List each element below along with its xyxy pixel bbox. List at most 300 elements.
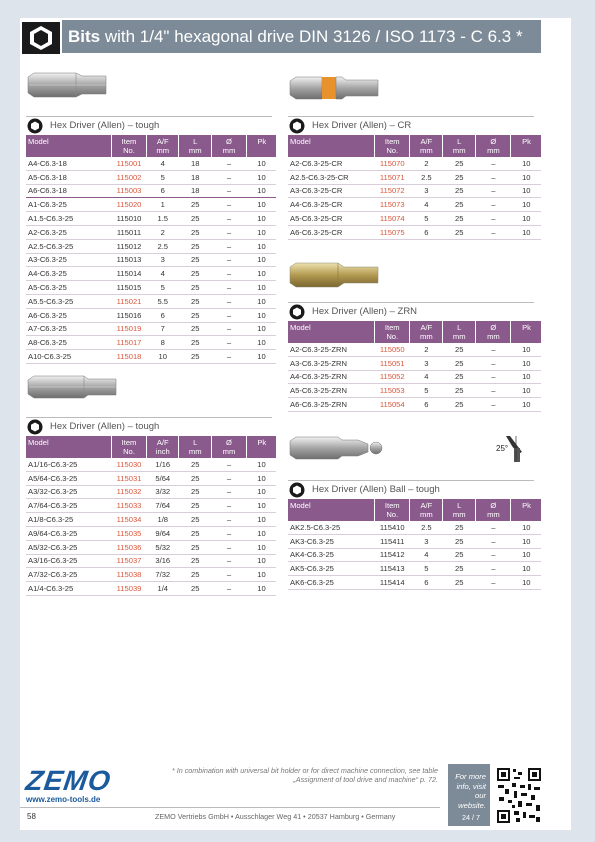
table-cell: 10	[511, 384, 541, 398]
item-number-cell[interactable]: 115074	[374, 212, 409, 226]
table-cell: 10	[246, 184, 276, 198]
table-cell: 10	[146, 350, 179, 364]
table-cell: A4-C6.3-25-ZRN	[288, 370, 374, 384]
table-row	[26, 198, 276, 212]
table-cell: 25	[179, 471, 212, 485]
table-cell: 4	[409, 198, 442, 212]
column-header: Pk	[511, 135, 541, 157]
table-row	[26, 568, 276, 582]
item-number-cell: 115011	[111, 225, 146, 239]
table-row	[26, 157, 276, 170]
table-cell: 25	[442, 356, 475, 370]
column-header: Ø mm	[211, 436, 246, 458]
table-cell: A2-C6.3-25	[26, 225, 111, 239]
table-cell: –	[211, 499, 246, 513]
item-number-cell[interactable]: 115052	[374, 370, 409, 384]
table-cell: 10	[246, 308, 276, 322]
item-number-cell[interactable]: 115072	[374, 184, 409, 198]
table-cell: A6-C6.3-25-CR	[288, 225, 374, 239]
company-address: ZEMO Vertriebs GmbH • Ausschlager Weg 41 • 20537 Hamburg • Germany	[155, 812, 396, 821]
table-header-row	[26, 436, 276, 458]
item-number-cell: 115012	[111, 239, 146, 253]
item-number-cell: 115010	[111, 212, 146, 226]
table-cell: 10	[246, 294, 276, 308]
table-cell: 5/32	[146, 540, 179, 554]
table-cell: 3	[409, 534, 442, 548]
table-cell: –	[475, 370, 510, 384]
item-number-cell[interactable]: 115031	[111, 471, 146, 485]
item-number-cell: 115413	[374, 562, 409, 576]
table-cell: 4	[409, 370, 442, 384]
table-cell: –	[211, 568, 246, 582]
item-number-cell[interactable]: 115017	[111, 336, 146, 350]
table-cell: 10	[246, 471, 276, 485]
item-number-cell[interactable]: 115051	[374, 356, 409, 370]
table-row	[26, 212, 276, 226]
table-row	[288, 562, 541, 576]
item-number-cell: 115412	[374, 548, 409, 562]
table-cell: 10	[246, 554, 276, 568]
table-cell: 2.5	[146, 239, 179, 253]
table-row	[26, 322, 276, 336]
hexagon-icon	[27, 118, 43, 134]
column-header: Pk	[511, 321, 541, 343]
table-row	[288, 534, 541, 548]
item-number-cell[interactable]: 115073	[374, 198, 409, 212]
table-cell: A5/32-C6.3-25	[26, 540, 111, 554]
more-info-box: For more info, visit our website.	[448, 764, 490, 826]
spec-table-hex-tough-inch	[26, 436, 276, 596]
table-row	[26, 239, 276, 253]
ball-angle-diagram	[496, 434, 542, 466]
table-cell: –	[211, 294, 246, 308]
table-cell: 10	[246, 485, 276, 499]
table-cell: 25	[179, 336, 212, 350]
table-cell: –	[211, 267, 246, 281]
table-cell: 8	[146, 336, 179, 350]
table-cell: –	[211, 157, 246, 170]
column-header: L mm	[179, 135, 212, 157]
table-row	[26, 540, 276, 554]
table-row	[288, 398, 541, 412]
item-number-cell: 115410	[374, 521, 409, 534]
logo-url[interactable]: www.zemo-tools.de	[26, 795, 101, 804]
table-cell: 25	[179, 308, 212, 322]
page-title: Bits with 1/4" hexagonal drive DIN 3126 / ISO 1173 - C 6.3 *	[62, 20, 541, 53]
table-cell: 5	[409, 562, 442, 576]
spec-table-hex-cr	[288, 135, 541, 240]
table-cell: A7-C6.3-25	[26, 322, 111, 336]
table-cell: A8-C6.3-25	[26, 336, 111, 350]
item-number-cell[interactable]: 115020	[111, 198, 146, 212]
table-cell: A3-C6.3-25	[26, 253, 111, 267]
item-number-cell[interactable]: 115018	[111, 350, 146, 364]
table-cell: 18	[179, 157, 212, 170]
table-cell: 25	[179, 526, 212, 540]
table-cell: 25	[179, 350, 212, 364]
item-number-cell[interactable]: 115070	[374, 157, 409, 170]
table-row	[26, 267, 276, 281]
column-header: Model	[288, 321, 374, 343]
table-cell: 5	[409, 212, 442, 226]
item-number-cell[interactable]: 115019	[111, 322, 146, 336]
table-cell: 1/4	[146, 582, 179, 596]
table-cell: 10	[246, 458, 276, 471]
table-cell: A7/64-C6.3-25	[26, 499, 111, 513]
item-number-cell[interactable]: 115037	[111, 554, 146, 568]
table-cell: 5	[146, 281, 179, 295]
table-cell: –	[211, 485, 246, 499]
column-header: Item No.	[374, 499, 409, 521]
table-row	[26, 471, 276, 485]
table-cell: 25	[179, 267, 212, 281]
table-cell: 10	[511, 212, 541, 226]
item-number-cell[interactable]: 115038	[111, 568, 146, 582]
item-number-cell[interactable]: 115034	[111, 513, 146, 527]
table-cell: –	[211, 253, 246, 267]
table-row	[26, 554, 276, 568]
ball-bit-image	[288, 436, 386, 460]
footer-divider	[20, 807, 440, 808]
item-number-cell[interactable]: 115039	[111, 582, 146, 596]
table-row	[26, 294, 276, 308]
table-cell: A5-C6.3-25	[26, 281, 111, 295]
table-cell: A3-C6.3-25-CR	[288, 184, 374, 198]
table-cell: 6	[146, 184, 179, 198]
table-cell: 1	[146, 198, 179, 212]
table-cell: 25	[179, 322, 212, 336]
table-cell: –	[211, 212, 246, 226]
table-cell: –	[475, 225, 510, 239]
item-number-cell: 115014	[111, 267, 146, 281]
table-cell: 4	[146, 267, 179, 281]
table-cell: –	[475, 184, 510, 198]
table-cell: 25	[442, 212, 475, 226]
table-cell: 10	[246, 526, 276, 540]
table-cell: –	[211, 281, 246, 295]
table-cell: 3/16	[146, 554, 179, 568]
column-header: L mm	[442, 499, 475, 521]
table-row	[288, 548, 541, 562]
column-header: Ø mm	[475, 135, 510, 157]
table-cell: A1.5-C6.3-25	[26, 212, 111, 226]
item-number-cell[interactable]: 115002	[111, 170, 146, 184]
table-cell: 25	[179, 281, 212, 295]
table-header-row	[288, 135, 541, 157]
footnote: * In combination with universal bit holder or for direct machine connection, see table „Assignment of tool drive and machine“ p. 72.	[171, 766, 438, 784]
item-number-cell[interactable]: 115071	[374, 170, 409, 184]
column-header: Item No.	[374, 135, 409, 157]
hex-bit-image-short	[26, 72, 108, 98]
table-cell: 2.5	[409, 521, 442, 534]
item-number-cell[interactable]: 115032	[111, 485, 146, 499]
table-cell: 7	[146, 322, 179, 336]
table-cell: –	[211, 350, 246, 364]
table-row	[288, 212, 541, 226]
table-cell: –	[475, 170, 510, 184]
spec-table-hex-ball-tough	[288, 499, 541, 590]
table-cell: –	[475, 343, 510, 356]
table-cell: A4-C6.3-25-CR	[288, 198, 374, 212]
table-cell: 10	[246, 198, 276, 212]
qr-code-icon[interactable]	[496, 767, 542, 824]
column-header: Model	[288, 135, 374, 157]
table-cell: 25	[442, 384, 475, 398]
hex-bit-image-long	[26, 375, 118, 399]
table-cell: 2.5	[409, 170, 442, 184]
table-row	[288, 370, 541, 384]
table-cell: A6-C6.3-25	[26, 308, 111, 322]
table-cell: –	[475, 521, 510, 534]
table-cell: 5	[146, 170, 179, 184]
table-row	[288, 198, 541, 212]
item-number-cell: 115013	[111, 253, 146, 267]
table-cell: A3-C6.3-25-ZRN	[288, 356, 374, 370]
table-cell: A5/64-C6.3-25	[26, 471, 111, 485]
item-number-cell: 115411	[374, 534, 409, 548]
item-number-cell[interactable]: 115001	[111, 157, 146, 170]
table-cell: 10	[246, 170, 276, 184]
table-cell: –	[211, 336, 246, 350]
table-cell: 25	[442, 370, 475, 384]
table-cell: 25	[179, 212, 212, 226]
section-title-hex-tough-inch: Hex Driver (Allen) – tough	[26, 417, 272, 434]
page-frame-top	[0, 0, 595, 18]
table-cell: AK3-C6.3-25	[288, 534, 374, 548]
page-frame-bottom	[0, 830, 595, 842]
table-cell: 10	[246, 513, 276, 527]
column-header: Item No.	[374, 321, 409, 343]
table-cell: 25	[442, 184, 475, 198]
table-cell: –	[211, 322, 246, 336]
column-header: Pk	[246, 436, 276, 458]
table-cell: 10	[511, 398, 541, 412]
table-cell: 25	[179, 458, 212, 471]
table-cell: 10	[246, 212, 276, 226]
hexagon-icon	[289, 482, 305, 498]
table-cell: 25	[179, 485, 212, 499]
table-row	[26, 336, 276, 350]
table-cell: 25	[179, 225, 212, 239]
table-cell: A1/16-C6.3-25	[26, 458, 111, 471]
table-cell: 3	[146, 253, 179, 267]
table-cell: 10	[246, 336, 276, 350]
table-cell: –	[211, 513, 246, 527]
table-cell: –	[475, 212, 510, 226]
table-cell: A3/32-C6.3-25	[26, 485, 111, 499]
column-header: A/F inch	[146, 436, 179, 458]
table-cell: A2.5-C6.3-25	[26, 239, 111, 253]
column-header: Ø mm	[211, 135, 246, 157]
table-cell: 6	[409, 576, 442, 590]
table-cell: A4-C6.3-18	[26, 157, 111, 170]
table-cell: 25	[442, 576, 475, 590]
table-cell: 10	[511, 157, 541, 170]
table-cell: –	[475, 576, 510, 590]
table-cell: –	[475, 534, 510, 548]
table-cell: 10	[511, 198, 541, 212]
table-cell: 6	[409, 225, 442, 239]
column-header: Ø mm	[475, 321, 510, 343]
table-cell: 25	[179, 198, 212, 212]
column-header: Pk	[246, 135, 276, 157]
angle-label: 25°	[496, 444, 509, 453]
table-cell: AK4-C6.3-25	[288, 548, 374, 562]
table-cell: 3	[409, 184, 442, 198]
hexagon-icon	[289, 304, 305, 320]
table-cell: –	[475, 198, 510, 212]
table-cell: –	[211, 239, 246, 253]
hexagon-icon	[27, 419, 43, 435]
table-cell: –	[211, 554, 246, 568]
table-row	[26, 308, 276, 322]
column-header: L mm	[179, 436, 212, 458]
item-number-cell[interactable]: 115036	[111, 540, 146, 554]
table-cell: 10	[511, 356, 541, 370]
item-number-cell[interactable]: 115075	[374, 225, 409, 239]
table-cell: 10	[246, 499, 276, 513]
table-cell: 1/16	[146, 458, 179, 471]
table-cell: –	[475, 548, 510, 562]
column-header: A/F mm	[409, 135, 442, 157]
table-row	[288, 343, 541, 356]
table-cell: A9/64-C6.3-25	[26, 526, 111, 540]
table-cell: 25	[442, 521, 475, 534]
table-cell: –	[211, 471, 246, 485]
item-number-cell[interactable]: 115053	[374, 384, 409, 398]
table-cell: A1/4-C6.3-25	[26, 582, 111, 596]
table-cell: 7/64	[146, 499, 179, 513]
table-cell: 10	[511, 343, 541, 356]
item-number-cell[interactable]: 115033	[111, 499, 146, 513]
table-cell: 1/8	[146, 513, 179, 527]
table-cell: 25	[179, 499, 212, 513]
table-cell: 2	[409, 157, 442, 170]
column-header: Ø mm	[475, 499, 510, 521]
table-row	[288, 521, 541, 534]
table-cell: A5-C6.3-25-ZRN	[288, 384, 374, 398]
table-cell: –	[211, 225, 246, 239]
table-cell: 25	[442, 157, 475, 170]
page-frame-left	[0, 0, 20, 842]
table-row	[26, 485, 276, 499]
item-number-cell[interactable]: 115054	[374, 398, 409, 412]
table-cell: 25	[179, 540, 212, 554]
table-cell: 5/64	[146, 471, 179, 485]
table-row	[26, 513, 276, 527]
table-cell: 4	[409, 548, 442, 562]
table-cell: –	[211, 308, 246, 322]
table-row	[26, 225, 276, 239]
table-cell: 25	[442, 343, 475, 356]
table-row	[288, 157, 541, 170]
table-cell: 10	[246, 350, 276, 364]
table-cell: 25	[179, 294, 212, 308]
item-number-cell[interactable]: 115030	[111, 458, 146, 471]
table-cell: 10	[246, 267, 276, 281]
column-header: Pk	[511, 499, 541, 521]
item-number-cell[interactable]: 115021	[111, 294, 146, 308]
column-header: Item No.	[111, 135, 146, 157]
table-cell: 25	[179, 513, 212, 527]
item-number-cell[interactable]: 115003	[111, 184, 146, 198]
item-number-cell: 115414	[374, 576, 409, 590]
table-row	[288, 356, 541, 370]
table-cell: A5-C6.3-25-CR	[288, 212, 374, 226]
table-cell: –	[211, 458, 246, 471]
table-cell: AK5-C6.3-25	[288, 562, 374, 576]
table-row	[288, 384, 541, 398]
table-cell: 25	[442, 562, 475, 576]
table-cell: 3/32	[146, 485, 179, 499]
column-header: A/F mm	[409, 321, 442, 343]
table-cell: 25	[442, 225, 475, 239]
zemo-logo: ZEMO www.zemo-tools.de	[23, 765, 114, 804]
column-header: Item No.	[111, 436, 146, 458]
table-cell: 4	[146, 157, 179, 170]
table-cell: 25	[179, 568, 212, 582]
table-cell: 18	[179, 170, 212, 184]
table-row	[26, 281, 276, 295]
table-cell: 3	[409, 356, 442, 370]
table-cell: A1-C6.3-25	[26, 198, 111, 212]
table-cell: 10	[246, 225, 276, 239]
table-cell: A10-C6.3-25	[26, 350, 111, 364]
table-cell: A5-C6.3-18	[26, 170, 111, 184]
table-cell: 2	[146, 225, 179, 239]
table-row	[288, 225, 541, 239]
table-cell: 25	[179, 253, 212, 267]
column-header: A/F mm	[146, 135, 179, 157]
table-cell: –	[211, 582, 246, 596]
item-number-cell[interactable]: 115050	[374, 343, 409, 356]
item-number-cell: 115016	[111, 308, 146, 322]
table-cell: 10	[246, 157, 276, 170]
table-cell: –	[211, 184, 246, 198]
table-cell: 7/32	[146, 568, 179, 582]
table-cell: 10	[511, 184, 541, 198]
table-cell: 6	[409, 398, 442, 412]
table-cell: A4-C6.3-25	[26, 267, 111, 281]
table-cell: 2	[409, 343, 442, 356]
table-cell: 10	[511, 576, 541, 590]
table-cell: 25	[179, 554, 212, 568]
table-cell: 5	[409, 384, 442, 398]
hexagon-socket-icon	[22, 22, 60, 54]
table-cell: 10	[511, 170, 541, 184]
table-cell: –	[475, 384, 510, 398]
table-cell: 10	[511, 534, 541, 548]
table-cell: 25	[179, 582, 212, 596]
table-row	[26, 499, 276, 513]
table-cell: AK6-C6.3-25	[288, 576, 374, 590]
item-number-cell[interactable]: 115035	[111, 526, 146, 540]
section-title-hex-tough-metric: Hex Driver (Allen) – tough	[26, 116, 272, 133]
table-cell: 10	[246, 582, 276, 596]
item-number-cell: 115015	[111, 281, 146, 295]
table-row	[288, 184, 541, 198]
table-row	[288, 170, 541, 184]
table-cell: A2-C6.3-25-ZRN	[288, 343, 374, 356]
page-code: 24 / 7	[462, 813, 480, 822]
column-header: Model	[26, 135, 111, 157]
table-cell: 6	[146, 308, 179, 322]
table-cell: –	[475, 562, 510, 576]
table-row	[26, 350, 276, 364]
table-cell: A1/8-C6.3-25	[26, 513, 111, 527]
table-cell: 10	[511, 370, 541, 384]
table-row	[26, 582, 276, 596]
